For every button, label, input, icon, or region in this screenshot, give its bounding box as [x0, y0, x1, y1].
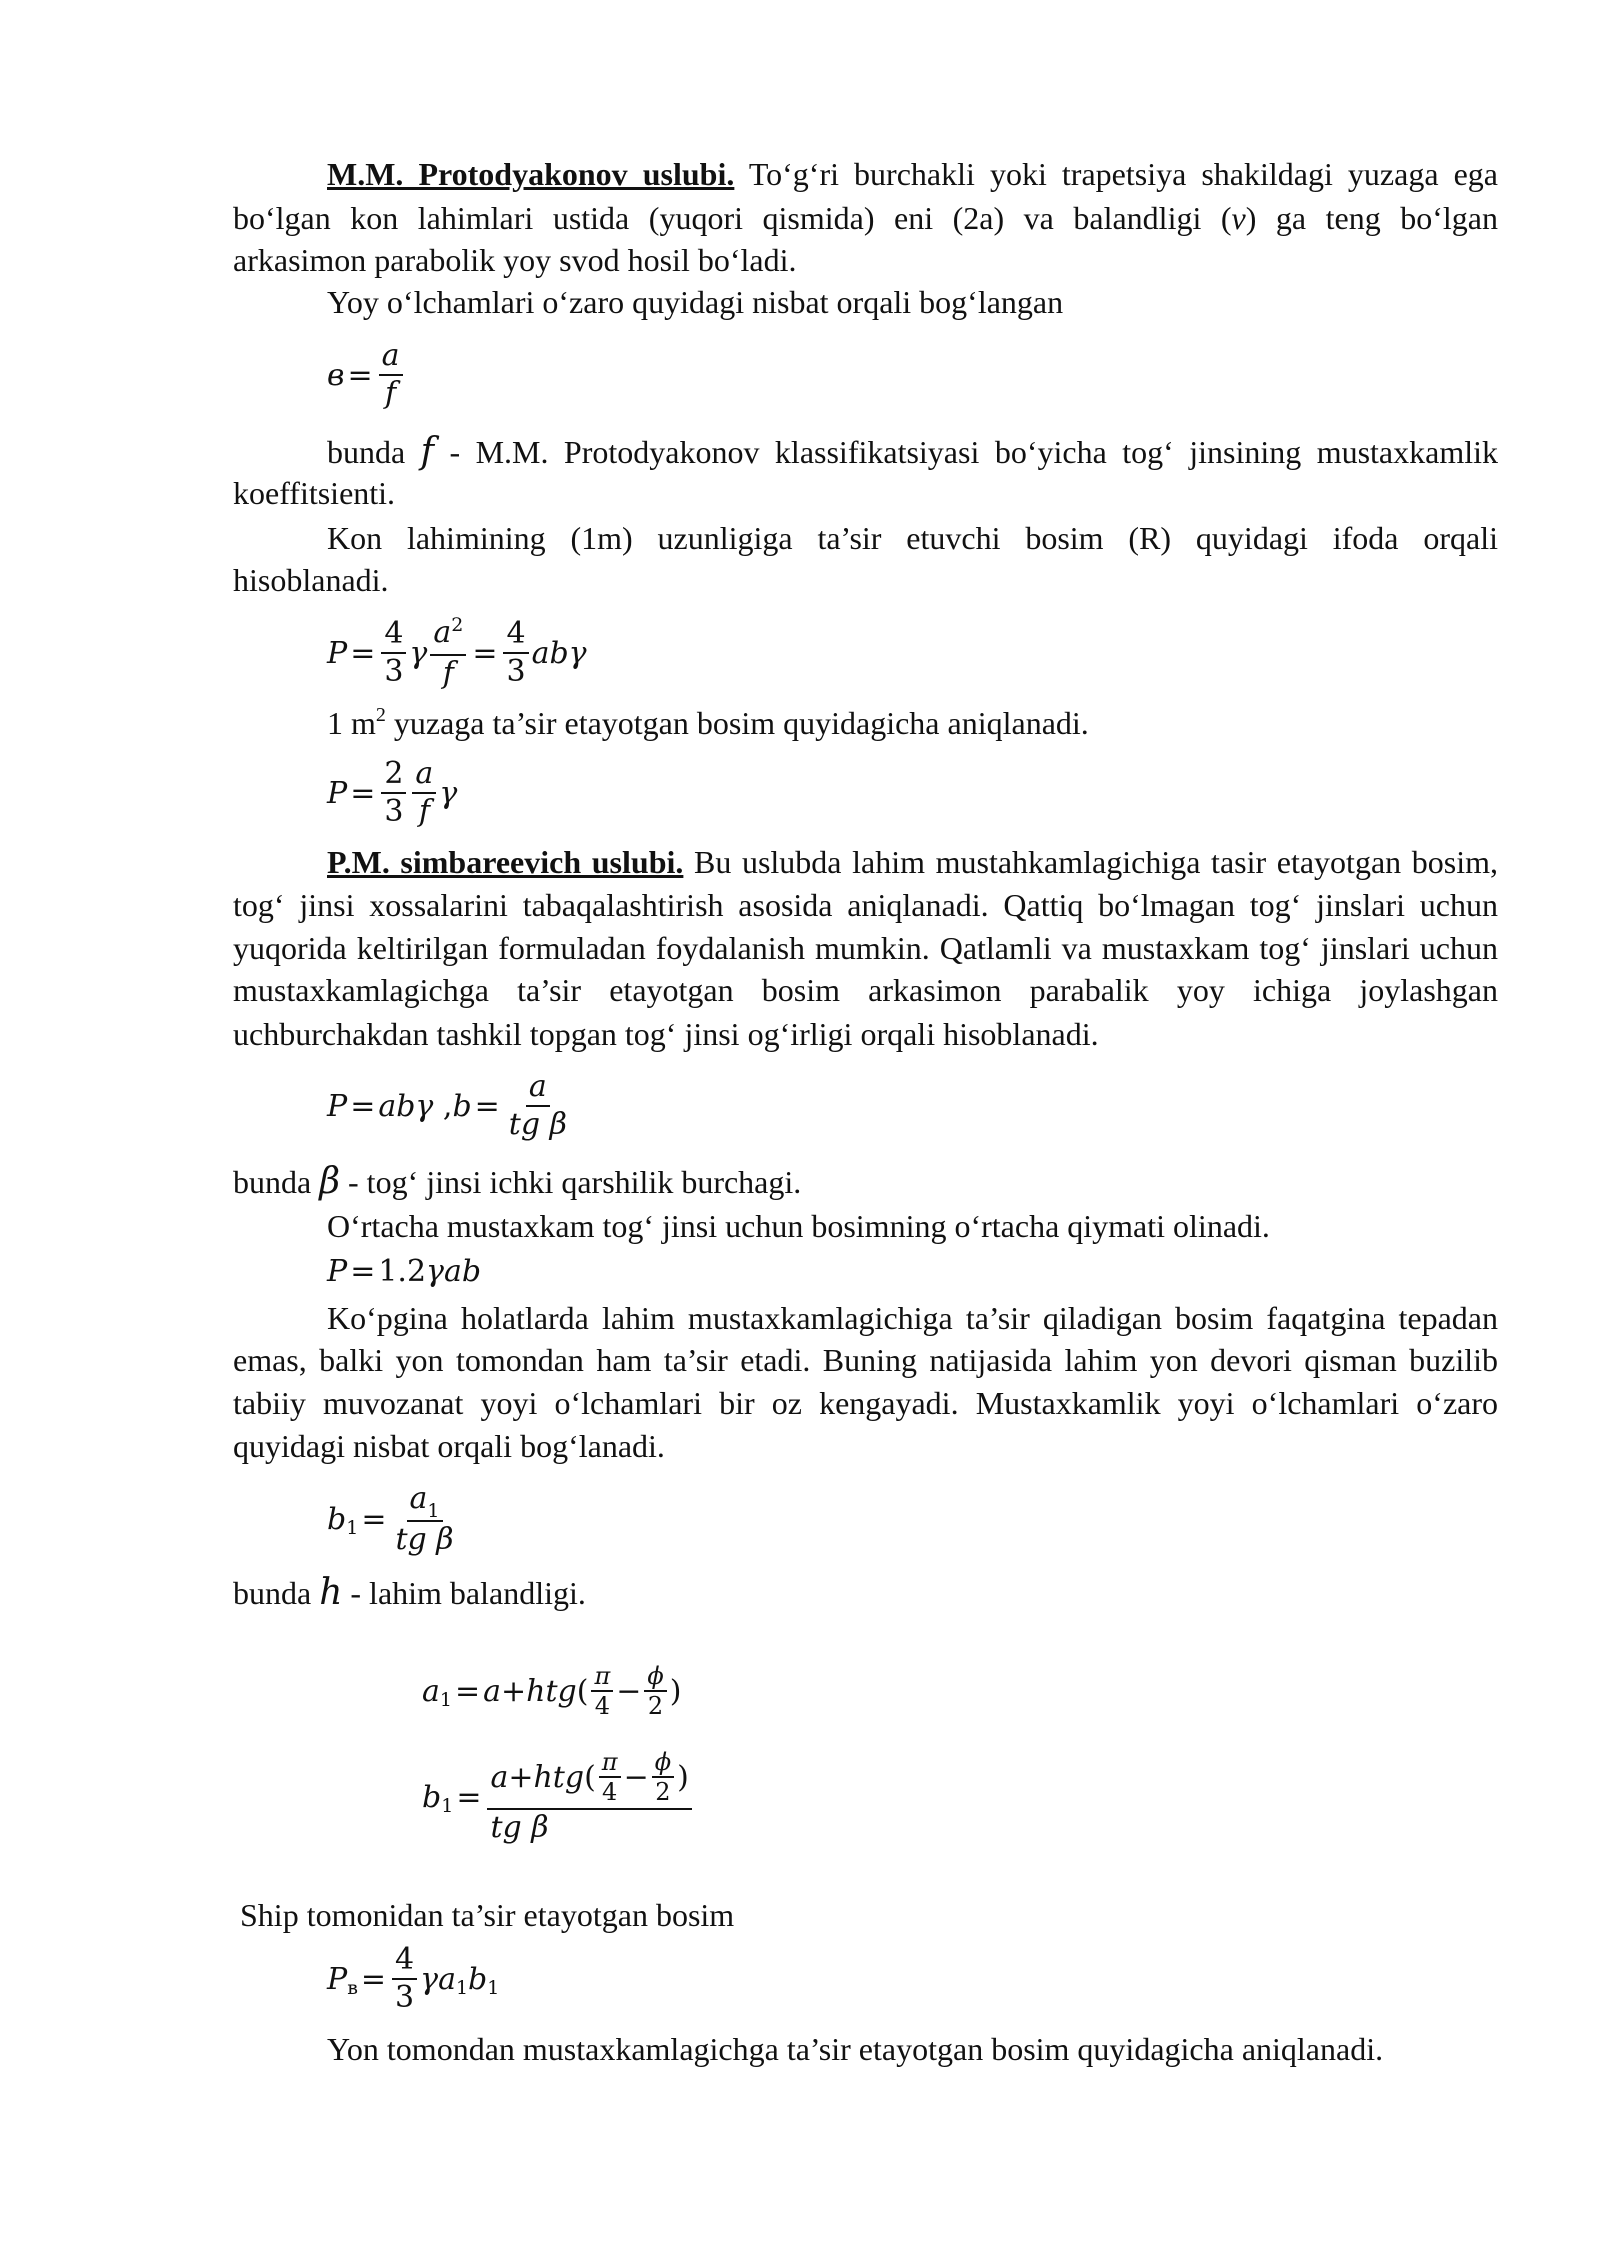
- product: abγ: [378, 1088, 434, 1124]
- subscript: 1: [487, 1977, 500, 1999]
- equals-sign: =: [350, 635, 376, 671]
- formula-roof-pressure: [327, 1942, 499, 2016]
- variable-b: b: [422, 1779, 442, 1815]
- fraction-coefficient: [381, 616, 406, 690]
- formula-lhs: P: [327, 1088, 348, 1124]
- numerator: 4: [503, 616, 528, 654]
- symbol-beta: β: [319, 1161, 341, 1202]
- equals-sign: =: [350, 1254, 376, 1289]
- subscript: 1: [427, 1499, 440, 1522]
- unit-area-line: [327, 702, 1498, 745]
- fraction-ratio: [412, 756, 436, 830]
- equals-sign: =: [360, 1961, 387, 1997]
- text-span: - lahim balandligi.: [342, 1575, 586, 1611]
- text-span: To‘g‘ri burchakli yoki trapetsiya shakildagi yuzaga ega: [734, 156, 1499, 192]
- formula-lhs: P: [327, 1254, 348, 1289]
- text-span: bunda: [327, 434, 421, 470]
- variable-a: a: [483, 1673, 502, 1709]
- variable-htg: htg: [533, 1759, 585, 1795]
- formula-unit-pressure: [327, 753, 457, 833]
- simbareevich-line-3: yuqorida keltirilgan formuladan foydalanish mumkin. Qatlamli va mustaxkam tog‘ jinslari uchun: [233, 930, 1498, 966]
- text-span: bunda: [233, 1575, 320, 1611]
- open-paren: (: [584, 1759, 596, 1795]
- fraction-coefficient: [392, 1942, 417, 2016]
- text-span: bunda: [233, 1164, 320, 1200]
- text-span: yuzaga ta’sir etayotgan bosim quyidagicha aniqlanadi.: [385, 705, 1089, 741]
- fraction-pi-4: [599, 1748, 621, 1806]
- subscript: 1: [455, 1977, 469, 1999]
- protodyakonov-line-2: [233, 197, 1498, 240]
- pressure-intro-line-2: hisoblanadi.: [233, 562, 389, 598]
- plus-sign: +: [501, 1673, 527, 1709]
- fraction-phi-2: [652, 1748, 674, 1806]
- superscript: 2: [375, 704, 386, 726]
- subscript: 1: [346, 1517, 359, 1539]
- subscript: 1: [439, 1689, 452, 1711]
- open-paren: (: [576, 1673, 589, 1709]
- numerator: 4: [392, 1942, 417, 1980]
- variable-htg: htg: [526, 1673, 577, 1709]
- numerator: π: [599, 1748, 621, 1778]
- fraction-phi-2: [644, 1662, 666, 1720]
- variable-a: a: [438, 1961, 456, 1997]
- text-span: 1 m: [327, 705, 376, 741]
- numerator: [487, 1748, 691, 1810]
- numerator: ϕ: [644, 1662, 666, 1692]
- average-line: O‘rtacha mustaxkam tog‘ jinsi uchun bosimning o‘rtacha qiymati olinadi.: [327, 1208, 1270, 1244]
- lateral-line-1: Ko‘pgina holatlarda lahim mustaxkamlagichiga ta’sir qiladigan bosim faqatgina tepadan: [327, 1300, 1498, 1336]
- equals-sign: =: [347, 357, 373, 393]
- simbareevich-line-5: uchburchakdan tashkil topgan tog‘ jinsi og‘irligi orqali hisoblanadi.: [233, 1016, 1099, 1052]
- numerator: [407, 1481, 443, 1522]
- formula-a1: [422, 1656, 681, 1726]
- fraction-coefficient: [503, 616, 528, 690]
- formula-lhs: P: [327, 1961, 348, 1997]
- symbol-h: h: [319, 1572, 343, 1613]
- fraction-coefficient: [381, 756, 406, 830]
- fraction: [392, 1481, 456, 1558]
- protodyakonov-line-3: arkasimon parabolik yoy svod hosil bo‘ladi.: [233, 242, 797, 278]
- section-heading-simbareevich: P.M. simbareevich uslubi.: [327, 844, 684, 880]
- relation-line: Yoy o‘lchamlari o‘zaro quyidagi nisbat orqali bog‘langan: [327, 284, 1064, 320]
- simbareevich-line-4: mustaxkamlagichga ta’sir etayotgan bosim arkasimon parabalik yoy ichiga joylashgan: [233, 972, 1498, 1008]
- exponent: 2: [451, 613, 464, 636]
- where-h-line: [233, 1572, 1498, 1615]
- text-span: ) ga teng bo‘lgan: [1245, 200, 1499, 236]
- where-f-line: [327, 431, 1498, 474]
- numerator: 4: [381, 616, 406, 654]
- numerator: ϕ: [652, 1748, 674, 1778]
- subscript: 1: [441, 1795, 454, 1817]
- denominator: 2: [655, 1778, 671, 1806]
- fraction-pi-4: [591, 1662, 613, 1720]
- numerator: 2: [381, 756, 406, 794]
- equals-sign: =: [474, 1088, 500, 1124]
- symbol-f: f: [420, 431, 434, 472]
- text-span: - tog‘ jinsi ichki qarshilik burchagi.: [340, 1164, 802, 1200]
- denominator: 2: [647, 1692, 664, 1720]
- formula-lhs: P: [327, 775, 348, 811]
- equals-sign: =: [456, 1779, 482, 1815]
- side-pressure-line: Yon tomondan mustaxkamlagichga ta’sir etayotgan bosim quyidagicha aniqlanadi.: [327, 2031, 1384, 2067]
- variable-a: a: [490, 1759, 509, 1795]
- numerator: a: [412, 756, 436, 794]
- italic-variable: v: [1231, 200, 1246, 236]
- equals-sign: =: [350, 775, 376, 811]
- variable-b: b: [327, 1501, 347, 1537]
- denominator: tg β: [508, 1107, 567, 1142]
- denominator: 4: [594, 1692, 610, 1720]
- fraction-ratio: [430, 615, 466, 692]
- variable-b: b: [468, 1961, 488, 1997]
- variable-a: a: [433, 614, 452, 650]
- section-heading-protodyakonov: M.M. Protodyakonov uslubi.: [327, 156, 735, 192]
- subscript: в: [347, 1977, 358, 1999]
- denominator: 3: [506, 654, 526, 689]
- numerator: π: [591, 1662, 613, 1692]
- variable-b: b: [452, 1088, 472, 1124]
- denominator: tg β: [490, 1810, 549, 1845]
- formula-arch-ratio: [327, 335, 406, 415]
- numerator: a: [526, 1069, 550, 1107]
- plus-sign: +: [508, 1759, 534, 1795]
- denominator: f: [385, 376, 397, 411]
- denominator: tg β: [395, 1521, 454, 1557]
- numerator: [430, 615, 466, 656]
- formula-lhs: P: [327, 635, 348, 671]
- lateral-line-2: emas, balki yon tomondan ham ta’sir etadi. Buning natijasida lahim yon devori qisman buzilib: [233, 1342, 1498, 1378]
- formula-lhs: в: [327, 357, 345, 393]
- fraction: [487, 1748, 691, 1846]
- simbareevich-line-2: tog‘ jinsi xossalarini tabaqalashtirish asosida aniqlanadi. Qattiq bo‘lmagan tog‘ jinslari uchun: [233, 887, 1498, 923]
- protodyakonov-line-1: [327, 153, 1498, 196]
- formula-pressure: [327, 611, 587, 695]
- formula-b1: [327, 1481, 460, 1557]
- close-paren: ): [677, 1759, 689, 1795]
- formula-tail: γab: [426, 1254, 482, 1289]
- gamma-symbol: γ: [420, 1961, 439, 1997]
- equals-sign: =: [454, 1673, 481, 1709]
- denominator: 3: [384, 794, 404, 829]
- numerator: a: [379, 338, 403, 376]
- variable-a: a: [409, 1480, 428, 1516]
- lateral-line-4: quyidagi nisbat orqali bog‘lanadi.: [233, 1428, 665, 1464]
- where-f-continuation: koeffitsienti.: [233, 475, 396, 511]
- equals-sign: =: [350, 1088, 376, 1124]
- denominator: 4: [602, 1778, 618, 1806]
- lateral-line-3: tabiiy muvozanat yoyi o‘lchamlari bir oz kengayadi. Mustaxkamlik yoyi o‘lchamlari o‘zaro: [233, 1385, 1498, 1421]
- text-span: - M.M. Protodyakonov klassifikatsiyasi bo‘yicha tog‘ jinsining mustaxkamlik: [434, 434, 1499, 470]
- formula-b1-full: [422, 1735, 695, 1859]
- denominator: 3: [384, 654, 404, 689]
- pressure-intro-line-1: Kon lahimining (1m) uzunligiga ta’sir etuvchi bosim (R) quyidagi ifoda orqali: [327, 520, 1498, 556]
- formula-average: [327, 1250, 481, 1293]
- gamma-symbol: γ: [409, 635, 428, 671]
- denominator: f: [442, 655, 454, 691]
- text-span: bo‘lgan kon lahimlari ustida (yuqori qismida) eni (2a) va balandligi (: [233, 200, 1232, 236]
- fraction: [379, 338, 403, 412]
- text-span: Bu uslubda lahim mustahkamlagichiga tasir etayotgan bosim,: [683, 844, 1499, 880]
- coefficient: 1.2: [378, 1254, 427, 1289]
- denominator: 3: [395, 1980, 415, 2015]
- where-beta-line: [233, 1161, 1498, 1204]
- equals-sign: =: [361, 1501, 387, 1537]
- gamma-symbol: γ: [439, 775, 458, 811]
- separator: ,: [433, 1088, 453, 1124]
- formula-tail: abγ: [531, 635, 587, 671]
- equals-sign: =: [472, 635, 498, 671]
- close-paren: ): [669, 1673, 682, 1709]
- roof-pressure-line: Ship tomonidan ta’sir etayotgan bosim: [240, 1897, 735, 1933]
- denominator: f: [418, 794, 430, 829]
- simbareevich-line-1: [327, 841, 1498, 884]
- fraction: [506, 1069, 570, 1143]
- variable-a: a: [422, 1673, 440, 1709]
- minus-sign: −: [623, 1759, 649, 1795]
- minus-sign: −: [616, 1673, 642, 1709]
- formula-simbareevich: [327, 1062, 573, 1150]
